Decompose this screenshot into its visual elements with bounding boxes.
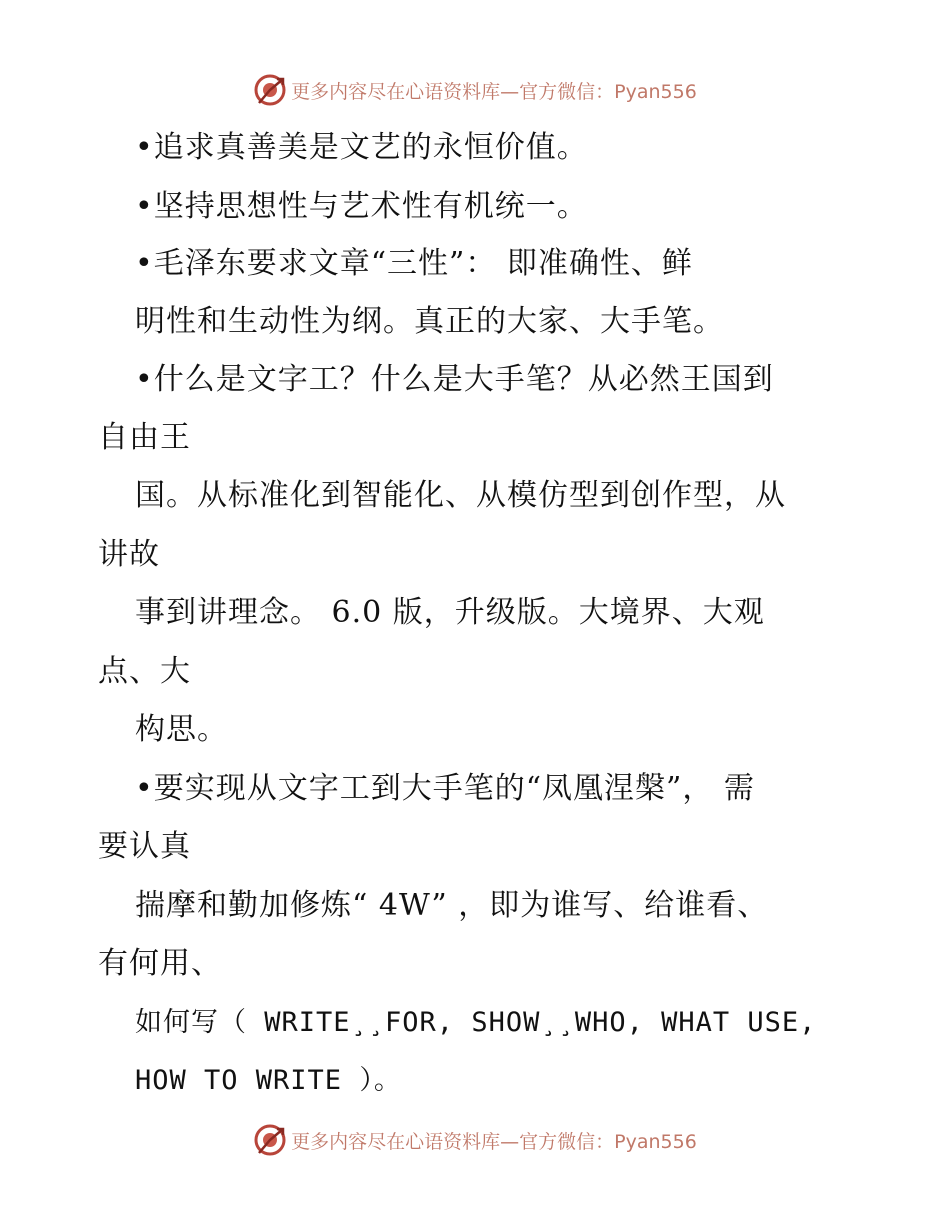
watermark-banner-top [0,72,950,108]
text-line: 事到讲理念。 6.0 版，升级版。大境界、大观 [135,595,765,630]
text-line: 要认真 [98,829,191,864]
text-line: 有何用、 [98,946,222,981]
watermark-text: 更多内容尽在心语资料库—官方微信：Pyan556 [291,1130,697,1153]
text-line: 国。从标准化到智能化、从模仿型到创作型，从 [135,478,786,513]
text-line: 如何写（ WRITE¸¸FOR, SHOW¸¸WHO, WHAT USE, [135,1007,817,1038]
brand-logo-icon [253,73,287,107]
brand-logo-icon [253,1123,287,1157]
text-line: •毛泽东要求文章“三性”： 即准确性、鲜 [135,246,693,281]
text-line: •要实现从文字工到大手笔的“凤凰涅槃”， 需 [135,771,755,806]
watermark-text: 更多内容尽在心语资料库—官方微信：Pyan556 [291,80,697,103]
text-line: •什么是文字工？什么是大手笔？从必然王国到 [135,362,774,397]
text-line: 自由王 [98,420,191,455]
text-line: 讲故 [98,537,160,572]
text-line: 点、大 [98,654,191,689]
text-line: 构思。 [135,712,228,747]
watermark-banner-bottom [0,1122,950,1158]
text-line: •坚持思想性与艺术性有机统一。 [135,189,588,224]
text-line: 揣摩和勤加修炼“ 4W” ，即为谁写、给谁看、 [135,888,769,923]
text-line: •追求真善美是文艺的永恒价值。 [135,130,588,165]
text-line: 明性和生动性为纲。真正的大家、大手笔。 [135,304,724,339]
text-line: HOW TO WRITE ）。 [135,1065,402,1096]
